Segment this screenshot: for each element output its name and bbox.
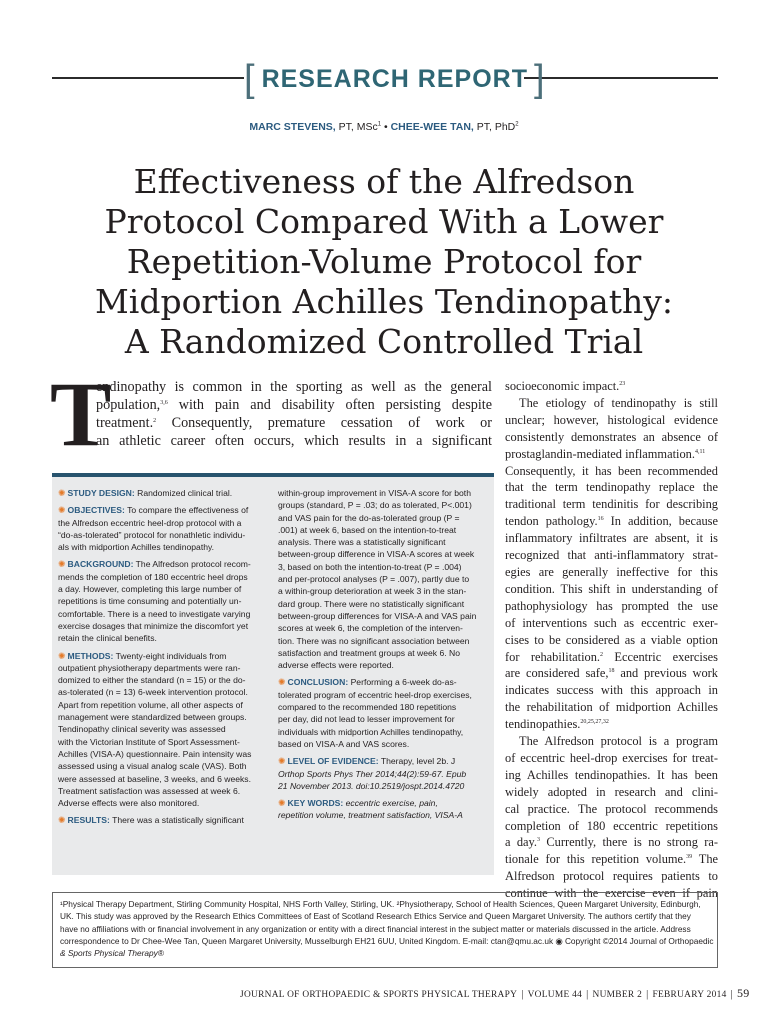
author-2-affiliation: 2 (515, 121, 519, 128)
abstract-line: tion. There was no significant association between (278, 635, 470, 646)
citation: 16 (597, 516, 604, 523)
abstract-line: repetition volume, treatment satisfaction, VISA-A (278, 810, 463, 821)
abstract-line: scores at week 6, the completion of the interven- (278, 623, 463, 634)
author-line (0, 121, 768, 133)
body-text: tendon pathology. (505, 514, 598, 529)
body-line (505, 496, 718, 513)
abstract-section-results-cont (278, 487, 484, 671)
body-text: In addition, because (603, 514, 718, 529)
body-text-right-column (505, 378, 718, 902)
abstract-section (278, 797, 484, 822)
footer-separator: | (730, 989, 733, 1000)
body-text: cal practice. The protocol recommends (505, 801, 718, 816)
footer-separator: | (521, 989, 524, 1000)
body-text: of eccentric heel-drop exercises for treat- (505, 750, 718, 765)
header-rule-right (524, 77, 718, 79)
body-line (505, 513, 718, 530)
body-text: tionale for this repetition volume. (505, 852, 687, 867)
footer-separator: | (586, 989, 589, 1000)
abstract-line: satisfaction and treatment groups at week 6. No (278, 647, 461, 658)
footnote-line: have no affiliations with or financial involvement in any organization or entity with a direct financial interest in the subject matter or materials discussed in the article. Address (60, 923, 691, 934)
abstract-section (58, 558, 264, 644)
abstract-heading: LEVEL OF EVIDENCE: (287, 756, 379, 767)
body-text: of interventions such as eccentric exer- (505, 615, 718, 630)
drop-cap: T (50, 363, 112, 465)
citation: 39 (686, 854, 693, 861)
body-line (505, 868, 718, 885)
abstract-line: tolerated program of eccentric heel-drop exercises, (278, 689, 472, 700)
body-text: recognized that anti-inflammatory strat- (505, 548, 718, 563)
abstract-heading: BACKGROUND: (67, 559, 134, 570)
body-text: Eccentric exercises (603, 649, 718, 664)
footer-separator: | (646, 989, 649, 1000)
body-text: pathophysiology has prompted the use (505, 598, 718, 613)
bracket-right: ] (533, 58, 546, 100)
intro-text: population, (96, 397, 161, 413)
bullet-icon: ✺ (58, 650, 66, 661)
author-1-affiliation: 1 (377, 121, 382, 128)
body-line (505, 446, 718, 463)
title-line: Midportion Achilles Tendinopathy: (95, 282, 673, 321)
body-text: completion of 180 eccentric repetitions (505, 818, 718, 833)
body-line (505, 530, 718, 547)
bullet-icon: ✺ (58, 559, 66, 570)
abstract-line: Achilles (VISA-A) questionnaire. Pain intensity was (58, 748, 252, 759)
bullet-icon: ✺ (58, 815, 66, 826)
abstract-heading: STUDY DESIGN: (67, 488, 135, 498)
bullet-icon: ✺ (58, 505, 66, 516)
body-line (505, 649, 718, 666)
intro-text: treatment. (96, 415, 154, 431)
footnote-line: UK. This study was approved by the Research Ethics Committees of East of Scotland Research Ethics Service and Queen Margaret University. The authors certify that they (60, 911, 691, 922)
citation: 18 (608, 668, 615, 675)
abstract-line: and VAS pain for the do-as-tolerated group (P = (278, 512, 460, 523)
footer-date: FEBRUARY 2014 (652, 990, 727, 1000)
abstract-line: between-group difference in VISA-A scores at week (278, 549, 475, 560)
body-line (505, 784, 718, 801)
abstract-line: .001) at week 6, based on the intention-to-treat (278, 524, 457, 535)
body-line (505, 395, 718, 412)
abstract-line (58, 814, 264, 826)
citation: 3,6 (160, 400, 168, 406)
intro-text: with pain and disability often persisting despite (167, 397, 492, 413)
body-text: are considered safe, (505, 666, 609, 681)
body-line (505, 564, 718, 581)
body-line (505, 801, 718, 818)
abstract-line: based on VISA-A and VAS scores. (278, 738, 410, 749)
abstract-line: comfortable. There is a need to investigate varying (58, 608, 251, 619)
abstract-line: were assessed at baseline, 3 weeks, and 6 weeks. (58, 773, 251, 784)
citation: 20,25,27,32 (580, 719, 609, 726)
body-text: and previous work (614, 666, 718, 681)
section-label (244, 58, 546, 101)
body-line (505, 547, 718, 564)
abstract-line: adverse effects were reported. (278, 660, 394, 671)
body-text: that the term tendinopathy replace the (505, 480, 718, 495)
abstract-line: and per-protocol analyses (P = .007), partly due to (278, 574, 470, 585)
abstract-box (52, 473, 494, 875)
citation: 23 (619, 381, 626, 387)
abstract-line: dard group. There were no statistically significant (278, 598, 465, 609)
body-line (505, 429, 718, 446)
abstract-line: domized to either the standard (n = 15) or the do- (58, 675, 246, 686)
citation: 3 (537, 837, 541, 844)
abstract-line (58, 487, 264, 499)
bullet-icon: ✺ (58, 488, 66, 498)
abstract-line: Tendinopathy clinical severity was assessed (58, 724, 226, 735)
abstract-line: a within-group deterioration at week 3 in the stan- (278, 586, 467, 597)
body-line (505, 716, 718, 733)
abstract-section (58, 814, 264, 826)
abstract-text: There was a statistically significant (109, 815, 244, 826)
body-line (505, 665, 718, 682)
body-line (505, 412, 718, 429)
abstract-text: eccentric exercise, pain, (343, 798, 438, 809)
footnote-line: correspondence to Dr Chee-Wee Tan, Queen Margaret University, Musselburgh EH21 6UU, United Kingdom. E-mail: ctan@qmu.ac.uk ◉ Copyright ©2014 Journal of Orthopaedic (60, 935, 714, 946)
footer-volume: VOLUME 44 (527, 990, 583, 1000)
abstract-text: Performing a 6-week do-as- (348, 677, 457, 688)
author-1-credentials: PT, MSc (335, 121, 378, 133)
citation: 2 (153, 418, 157, 424)
body-text: The (692, 852, 719, 867)
abstract-heading: METHODS: (67, 650, 114, 661)
bullet-icon: ✺ (278, 677, 286, 688)
abstract-line: analysis. There was a statistically significant (278, 537, 446, 548)
abstract-line: individuals with midportion Achilles tendinopathy, (278, 726, 464, 737)
abstract-line: exercise dosages that minimize the discomfort yet (58, 620, 249, 631)
body-line (505, 598, 718, 615)
intro-text: Consequently, premature cessation of work or (156, 415, 492, 431)
abstract-section (58, 504, 264, 553)
abstract-line: management were standardized between groups. (58, 712, 247, 723)
abstract-line: as-tolerated (n = 13) 6-week intervention protocol. (58, 687, 248, 698)
footnote-text (60, 898, 714, 959)
abstract-line: Treatment satisfaction was assessed at week 6. (58, 785, 241, 796)
abstract-line: between-group differences for VISA-A and VAS pain (278, 610, 477, 621)
body-text: indicates success with this approach in (505, 683, 718, 698)
body-line (505, 581, 718, 598)
body-line (505, 750, 718, 767)
bracket-left: [ (244, 58, 256, 100)
body-text: widely adopted in research and clini- (505, 784, 718, 799)
abstract-text: Randomized clinical trial. (134, 488, 233, 498)
intro-paragraph (96, 378, 492, 450)
body-line (505, 632, 718, 649)
bullet-icon: ✺ (278, 756, 286, 767)
title-line: Effectiveness of the Alfredson (133, 162, 635, 201)
abstract-line: “do-as-tolerated” protocol for nonathletic individu- (58, 529, 246, 540)
body-text: inflammatory infiltrates are absent, it is (505, 531, 718, 546)
body-text: tendinopathies. (505, 717, 581, 732)
body-text: Alfredson protocol requires patients to (505, 869, 718, 884)
abstract-text: The Alfredson protocol recom- (133, 559, 251, 570)
abstract-line: the Alfredson eccentric heel-drop protocol with a (58, 517, 242, 528)
abstract-column-2 (278, 487, 484, 827)
abstract-section (58, 487, 264, 499)
body-text: The etiology of tendinopathy is still (519, 395, 718, 410)
abstract-heading: RESULTS: (67, 815, 110, 826)
abstract-line: Apart from repetition volume, all other aspects of (58, 699, 243, 710)
body-text: for rehabilitation. (505, 649, 601, 664)
abstract-line: groups (standard, P = .03; do as tolerated, P<.001) (278, 500, 472, 511)
abstract-line (58, 558, 264, 570)
body-text: socioeconomic impact. (505, 379, 620, 393)
body-text: The Alfredson protocol is a program (519, 734, 718, 749)
abstract-line: assessed using a visual analog scale (VAS). Both (58, 761, 247, 772)
abstract-line: outpatient physiotherapy departments were ran- (58, 662, 241, 673)
abstract-line: per day, did not lead to lesser improvement for (278, 714, 455, 725)
body-text: cises to be considered as a viable option (505, 632, 718, 647)
body-line (505, 682, 718, 699)
body-text: Currently, there is no strong ra- (540, 835, 719, 850)
body-text: traditional term tendinitis for describing (505, 497, 718, 512)
body-line (505, 851, 718, 868)
abstract-line: 21 November 2013. doi:10.2519/jospt.2014.4720 (278, 780, 465, 791)
abstract-heading: CONCLUSION: (287, 677, 349, 688)
body-text: continue with the exercise even if pain (505, 886, 718, 901)
intro-line (96, 396, 492, 414)
section-label-text: RESEARCH REPORT (261, 65, 528, 93)
abstract-section (278, 755, 484, 792)
abstract-line: mends the completion of 180 eccentric heel drops (58, 571, 248, 582)
abstract-line (278, 755, 484, 767)
abstract-text: Twenty-eight individuals from (113, 650, 227, 661)
abstract-heading: OBJECTIVES: (67, 505, 125, 516)
abstract-line: repetitions is time consuming and potentially un- (58, 596, 242, 607)
body-line (505, 767, 718, 784)
body-line (505, 615, 718, 632)
title-line: A Randomized Controlled Trial (124, 322, 644, 361)
body-line (505, 834, 718, 851)
abstract-section (58, 650, 264, 810)
footer-number: NUMBER 2 (592, 990, 643, 1000)
citation: 2 (600, 651, 604, 658)
abstract-line: 3, based on both the intention-to-treat (P = .004) (278, 561, 462, 572)
article-title (40, 162, 728, 362)
intro-line (96, 378, 492, 396)
author-separator: • (381, 121, 391, 133)
abstract-line: Adverse effects were also monitored. (58, 798, 200, 809)
title-line: Repetition-Volume Protocol for (126, 242, 642, 281)
author-1-name: MARC STEVENS, (249, 121, 336, 133)
body-text: egies are generally ineffective for this (505, 564, 718, 579)
abstract-line: compared to the recommended 180 repetitions (278, 702, 457, 713)
body-text: condition. This shift in understanding of (505, 581, 718, 596)
bullet-icon: ✺ (278, 798, 286, 809)
abstract-heading: KEY WORDS: (287, 798, 344, 809)
abstract-line (278, 676, 484, 688)
body-line (505, 378, 718, 395)
footnote-line: & Sports Physical Therapy® (60, 948, 164, 959)
abstract-line: Orthop Sports Phys Ther 2014;44(2):59-67. Epub (278, 768, 467, 779)
abstract-text: Therapy, level 2b. J (378, 756, 456, 767)
citation: 4,11 (694, 448, 706, 455)
body-text: unclear; however, histological evidence (505, 412, 718, 427)
body-line (505, 479, 718, 496)
footnote-line: ¹Physical Therapy Department, Stirling Community Hospital, NHS Forth Valley, Stirling, UK. ²Physiotherapy, School of Health Sciences, Queen Margaret University, Edinburgh, (60, 899, 701, 909)
body-text: prostaglandin-mediated inflammation. (505, 446, 695, 461)
body-text: the rehabilitation of midportion Achilles (505, 700, 718, 715)
abstract-line (58, 504, 264, 516)
abstract-line: als with midportion Achilles tendinopathy. (58, 542, 215, 553)
body-line (505, 699, 718, 716)
body-line (505, 463, 718, 480)
footer-journal: JOURNAL OF ORTHOPAEDIC & SPORTS PHYSICAL THERAPY (240, 990, 518, 1000)
abstract-line: retain the clinical benefits. (58, 633, 157, 644)
body-text: consistently demonstrates an absence of (505, 429, 718, 444)
abstract-section (278, 676, 484, 750)
intro-line (96, 414, 492, 432)
intro-text: an athletic career often occurs, which results in a significant (96, 433, 492, 449)
title-line: Protocol Compared With a Lower (104, 202, 664, 241)
page-number: 59 (736, 986, 750, 1000)
author-2-name: CHEE-WEE TAN, (390, 121, 474, 133)
body-line (505, 733, 718, 750)
running-footer (240, 986, 750, 1001)
intro-text: endinopathy is common in the sporting as well as the general (96, 379, 492, 395)
abstract-column-1 (58, 487, 264, 832)
body-line (505, 818, 718, 835)
body-text: Consequently, it has been recommended (505, 463, 718, 478)
abstract-line (58, 650, 264, 662)
body-text: a day. (505, 835, 538, 850)
abstract-line: within-group improvement in VISA-A score for both (278, 488, 471, 498)
header-rule-left (52, 77, 244, 79)
author-2-credentials: PT, PhD (473, 121, 516, 133)
abstract-line: a day. However, completing this large number of (58, 584, 242, 595)
body-text: ing Achilles tendinopathies. It has been (505, 767, 718, 782)
intro-line (96, 432, 492, 450)
abstract-line: with the Victorian Institute of Sport Assessment- (58, 736, 240, 747)
abstract-text: To compare the effectiveness of (124, 505, 249, 516)
abstract-line (278, 797, 484, 809)
